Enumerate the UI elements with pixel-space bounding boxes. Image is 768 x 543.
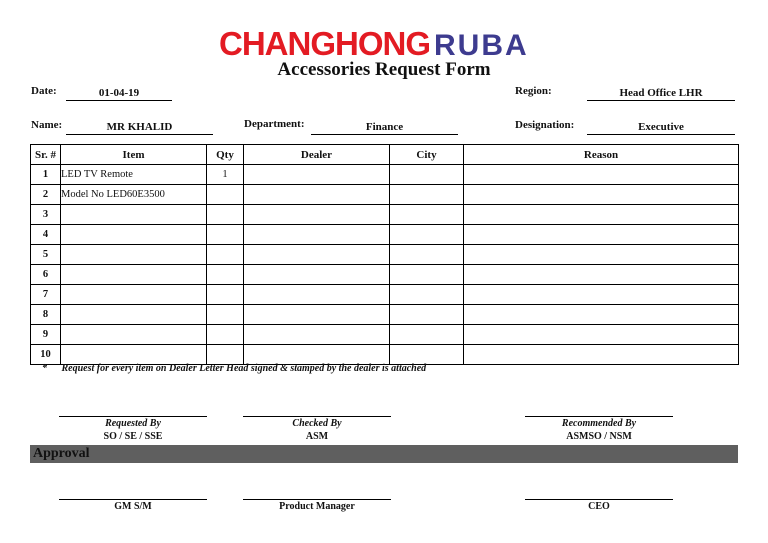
cell-item[interactable] bbox=[61, 345, 207, 365]
cell-item[interactable]: Model No LED60E3500 bbox=[61, 185, 207, 205]
cell-reason[interactable] bbox=[464, 225, 739, 245]
cell-sr: 7 bbox=[31, 285, 61, 305]
header-dealer: Dealer bbox=[244, 145, 390, 165]
cell-dealer[interactable] bbox=[244, 165, 390, 185]
approval-bar bbox=[30, 445, 738, 463]
cell-dealer[interactable] bbox=[244, 185, 390, 205]
designation-field[interactable]: Executive bbox=[587, 120, 735, 135]
table-row bbox=[31, 185, 739, 205]
note-marker: * bbox=[42, 363, 47, 374]
requested-by-label: Requested By bbox=[105, 418, 161, 429]
department-field[interactable]: Finance bbox=[311, 120, 458, 135]
logo-brand-red: CHANGHONG bbox=[219, 25, 430, 62]
cell-reason[interactable] bbox=[464, 305, 739, 325]
table-row bbox=[31, 305, 739, 325]
ceo-line bbox=[525, 499, 673, 500]
table-header-row bbox=[31, 145, 739, 165]
form-title: Accessories Request Form bbox=[277, 59, 491, 80]
cell-sr: 3 bbox=[31, 205, 61, 225]
name-field[interactable]: MR KHALID bbox=[66, 120, 213, 135]
cell-reason[interactable] bbox=[464, 205, 739, 225]
region-label: Region: bbox=[515, 85, 552, 97]
cell-item[interactable] bbox=[61, 305, 207, 325]
cell-qty[interactable] bbox=[207, 305, 244, 325]
cell-city[interactable] bbox=[390, 205, 464, 225]
cell-item[interactable] bbox=[61, 225, 207, 245]
table-row bbox=[31, 205, 739, 225]
approval-heading: Approval bbox=[33, 446, 90, 461]
cell-dealer[interactable] bbox=[244, 305, 390, 325]
items-table bbox=[30, 144, 739, 365]
designation-label: Designation: bbox=[515, 119, 575, 131]
cell-qty[interactable] bbox=[207, 345, 244, 365]
cell-city[interactable] bbox=[390, 345, 464, 365]
cell-reason[interactable] bbox=[464, 165, 739, 185]
cell-reason[interactable] bbox=[464, 285, 739, 305]
header-item: Item bbox=[61, 145, 207, 165]
cell-city[interactable] bbox=[390, 305, 464, 325]
gm-line bbox=[59, 499, 207, 500]
table-row bbox=[31, 245, 739, 265]
cell-city[interactable] bbox=[390, 285, 464, 305]
cell-item[interactable] bbox=[61, 265, 207, 285]
header-sr: Sr. # bbox=[31, 145, 61, 165]
cell-qty[interactable] bbox=[207, 265, 244, 285]
recommended-by-line bbox=[525, 416, 673, 417]
cell-reason[interactable] bbox=[464, 325, 739, 345]
checked-by-role: ASM bbox=[305, 431, 329, 442]
cell-dealer[interactable] bbox=[244, 345, 390, 365]
cell-qty[interactable] bbox=[207, 225, 244, 245]
gm-label: GM S/M bbox=[114, 501, 152, 512]
logo-brand-blue: RUBA bbox=[434, 29, 529, 62]
cell-city[interactable] bbox=[390, 245, 464, 265]
cell-item[interactable]: LED TV Remote bbox=[61, 165, 207, 185]
date-field[interactable]: 01-04-19 bbox=[66, 86, 172, 101]
cell-dealer[interactable] bbox=[244, 265, 390, 285]
requested-by-line bbox=[59, 416, 207, 417]
cell-sr: 6 bbox=[31, 265, 61, 285]
name-label: Name: bbox=[31, 119, 63, 131]
cell-item[interactable] bbox=[61, 205, 207, 225]
table-row bbox=[31, 165, 739, 185]
cell-city[interactable] bbox=[390, 225, 464, 245]
cell-item[interactable] bbox=[61, 245, 207, 265]
cell-city[interactable] bbox=[390, 325, 464, 345]
cell-reason[interactable] bbox=[464, 345, 739, 365]
cell-dealer[interactable] bbox=[244, 325, 390, 345]
table-row bbox=[31, 345, 739, 365]
cell-item[interactable] bbox=[61, 325, 207, 345]
header-city: City bbox=[390, 145, 464, 165]
cell-sr: 10 bbox=[31, 345, 61, 365]
note-text: Request for every item on Dealer Letter Head signed & stamped by the dealer is attached bbox=[61, 363, 427, 374]
header-qty: Qty bbox=[207, 145, 244, 165]
cell-qty[interactable] bbox=[207, 205, 244, 225]
date-label: Date: bbox=[31, 85, 57, 97]
cell-reason[interactable] bbox=[464, 245, 739, 265]
cell-dealer[interactable] bbox=[244, 205, 390, 225]
cell-qty[interactable] bbox=[207, 185, 244, 205]
attachment-note bbox=[42, 363, 426, 374]
cell-qty[interactable] bbox=[207, 245, 244, 265]
recommended-by-label: Recommended By bbox=[561, 418, 637, 429]
table-row bbox=[31, 225, 739, 245]
cell-sr: 9 bbox=[31, 325, 61, 345]
department-label: Department: bbox=[244, 118, 305, 130]
cell-qty[interactable] bbox=[207, 325, 244, 345]
cell-sr: 1 bbox=[31, 165, 61, 185]
cell-city[interactable] bbox=[390, 265, 464, 285]
company-logo bbox=[219, 27, 555, 61]
product-manager-label: Product Manager bbox=[279, 501, 355, 512]
checked-by-line bbox=[243, 416, 391, 417]
cell-sr: 8 bbox=[31, 305, 61, 325]
cell-qty[interactable] bbox=[207, 285, 244, 305]
cell-reason[interactable] bbox=[464, 265, 739, 285]
cell-dealer[interactable] bbox=[244, 245, 390, 265]
cell-city[interactable] bbox=[390, 185, 464, 205]
cell-sr: 4 bbox=[31, 225, 61, 245]
cell-reason[interactable] bbox=[464, 185, 739, 205]
cell-dealer[interactable] bbox=[244, 285, 390, 305]
cell-sr: 2 bbox=[31, 185, 61, 205]
cell-sr: 5 bbox=[31, 245, 61, 265]
header-reason: Reason bbox=[464, 145, 739, 165]
cell-city[interactable] bbox=[390, 165, 464, 185]
ceo-label: CEO bbox=[588, 501, 610, 512]
recommended-by-role: ASMSO / NSM bbox=[566, 431, 632, 442]
cell-item[interactable] bbox=[61, 285, 207, 305]
table-row bbox=[31, 325, 739, 345]
cell-qty[interactable]: 1 bbox=[207, 165, 244, 185]
table-row bbox=[31, 285, 739, 305]
requested-by-role: SO / SE / SSE bbox=[103, 431, 163, 442]
cell-dealer[interactable] bbox=[244, 225, 390, 245]
table-row bbox=[31, 265, 739, 285]
checked-by-label: Checked By bbox=[292, 418, 342, 429]
region-field[interactable]: Head Office LHR bbox=[587, 86, 735, 101]
product-manager-line bbox=[243, 499, 391, 500]
